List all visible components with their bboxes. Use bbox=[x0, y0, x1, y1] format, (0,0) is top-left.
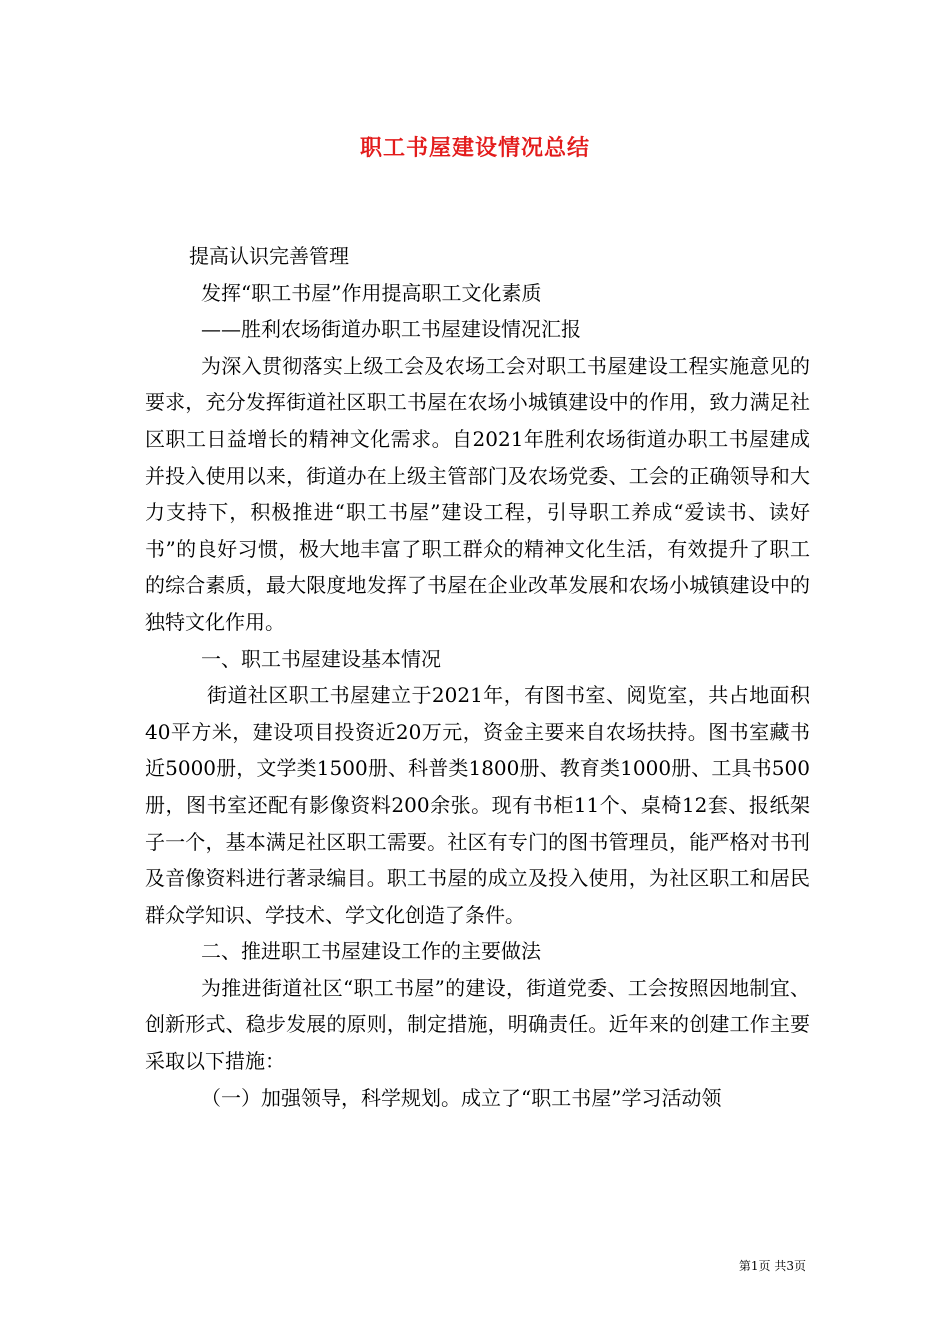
page-number: 第1页 共3页 bbox=[738, 1259, 806, 1273]
paragraph-intro: 为深入贯彻落实上级工会及农场工会对职工书屋建设工程实施意见的要求，充分发挥街道社区职工书屋在农场小城镇建设中的作用，致力满足社区职工日益增长的精神文化需求。自2021年胜利农场街道办职工书屋建成并投入使用以来，街道办在上级主管部门及农场党委、工会的正确领导和大力支持下，积极推进“职工书屋”建设工程，引导职工养成“爱读书、读好书”的良好习惯，极大地丰富了职工群众的精神文化生活，有效提升了职工的综合素质，最大限度地发挥了书屋在企业改革发展和农场小城镇建设中的独特文化作用。 bbox=[145, 353, 810, 634]
paragraph-subtitle-2: 发挥“职工书屋”作用提高职工文化素质 bbox=[201, 280, 542, 305]
section-heading-1: 一、职工书屋建设基本情况 bbox=[201, 646, 441, 671]
document-title: 职工书屋建设情况总结 bbox=[359, 135, 590, 161]
paragraph-subtitle-3: ——胜利农场街道办职工书屋建设情况汇报 bbox=[201, 317, 581, 342]
section-heading-2: 二、推进职工书屋建设工作的主要做法 bbox=[201, 939, 541, 964]
paragraph-measure-1: （一）加强领导，科学规划。成立了“职工书屋”学习活动领 bbox=[201, 1085, 722, 1110]
paragraph-basic-info: 街道社区职工书屋建立于2021年，有图书室、阅览室，共占地面积40平方米，建设项目投资近20万元，资金主要来自农场扶持。图书室藏书近5000册，文学类1500册、科普类1800册、教育类1000册、工具书500册，图书室还配有影像资料200余张。现有书柜11个、桌椅12套、报纸架子一个，基本满足社区职工需要。社区有专门的图书管理员，能严格对书刊及音像资料进行著录编目。职工书屋的成立及投入使用，为社区职工和居民群众学知识、学技术、学文化创造了条件。 bbox=[145, 683, 810, 927]
paragraph-subtitle-1: 提高认识完善管理 bbox=[189, 244, 349, 268]
paragraph-measures: 为推进街道社区“职工书屋”的建设，街道党委、工会按照因地制宜、创新形式、稳步发展的原则，制定措施，明确责任。近年来的创建工作主要采取以下措施： bbox=[145, 975, 810, 1074]
document-body bbox=[145, 238, 810, 1116]
